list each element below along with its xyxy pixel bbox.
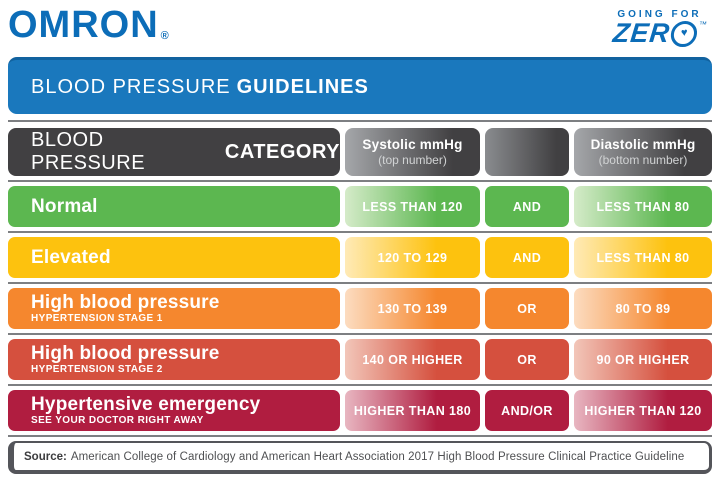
going-for-label: GOING FOR xyxy=(617,9,702,20)
table-row-elevated xyxy=(8,237,712,278)
diastolic-value: HIGHER THAN 120 xyxy=(574,390,712,431)
banner-title-regular: BLOOD PRESSURE xyxy=(31,75,231,98)
diastolic-value: 80 TO 89 xyxy=(574,288,712,329)
source-box xyxy=(8,441,712,474)
table-row-normal xyxy=(8,186,712,227)
zero-o-ring-icon xyxy=(670,21,699,47)
going-for-zero-logo xyxy=(613,9,706,47)
category-cell: High blood pressure HYPERTENSION STAGE 2 xyxy=(8,339,340,380)
banner-title-bold: GUIDELINES xyxy=(236,75,369,98)
separator-rule xyxy=(8,435,712,437)
connector-value: AND xyxy=(485,237,569,278)
table-row-hypertensive-emergency xyxy=(8,390,712,431)
category-cell: Hypertensive emergency SEE YOUR DOCTOR RIGHT AWAY xyxy=(8,390,340,431)
table-row-hypertension-stage-1 xyxy=(8,288,712,329)
zero-wordmark: ZER ♥ ™ xyxy=(611,18,708,48)
category-column-header: BLOOD PRESSURE CATEGORY xyxy=(8,128,340,176)
table-header-row xyxy=(8,128,712,176)
source-label: Source: xyxy=(24,450,67,463)
diastolic-column-header: Diastolic mmHg (bottom number) xyxy=(574,128,712,176)
logo-row xyxy=(8,4,712,50)
title-banner xyxy=(8,57,712,114)
systolic-value: HIGHER THAN 180 xyxy=(345,390,480,431)
separator-rule xyxy=(8,231,712,233)
separator-rule xyxy=(8,282,712,284)
systolic-value: LESS THAN 120 xyxy=(345,186,480,227)
systolic-value: 140 OR HIGHER xyxy=(345,339,480,380)
connector-value: AND xyxy=(485,186,569,227)
connector-value: OR xyxy=(485,288,569,329)
diastolic-value: LESS THAN 80 xyxy=(574,237,712,278)
table-row-hypertension-stage-2 xyxy=(8,339,712,380)
category-cell: Normal xyxy=(8,186,340,227)
separator-rule xyxy=(8,180,712,182)
separator-rule xyxy=(8,120,712,122)
systolic-value: 120 TO 129 xyxy=(345,237,480,278)
diastolic-value: LESS THAN 80 xyxy=(574,186,712,227)
connector-value: AND/OR xyxy=(485,390,569,431)
separator-rule xyxy=(8,384,712,386)
omron-logo xyxy=(8,4,169,46)
separator-rule xyxy=(8,333,712,335)
infographic-page xyxy=(0,4,720,474)
registered-trademark-icon: ® xyxy=(160,30,169,43)
diastolic-value: 90 OR HIGHER xyxy=(574,339,712,380)
category-cell: Elevated xyxy=(8,237,340,278)
category-cell: High blood pressure HYPERTENSION STAGE 1 xyxy=(8,288,340,329)
systolic-value: 130 TO 139 xyxy=(345,288,480,329)
connector-column-header xyxy=(485,128,569,176)
connector-value: OR xyxy=(485,339,569,380)
omron-wordmark: OMRON xyxy=(8,4,159,46)
trademark-icon: ™ xyxy=(698,20,708,29)
systolic-column-header: Systolic mmHg (top number) xyxy=(345,128,480,176)
heart-icon: ♥ xyxy=(680,26,688,40)
source-text: American College of Cardiology and American Heart Association 2017 High Blood Pressure Clinical Practice Guideline xyxy=(70,450,685,463)
